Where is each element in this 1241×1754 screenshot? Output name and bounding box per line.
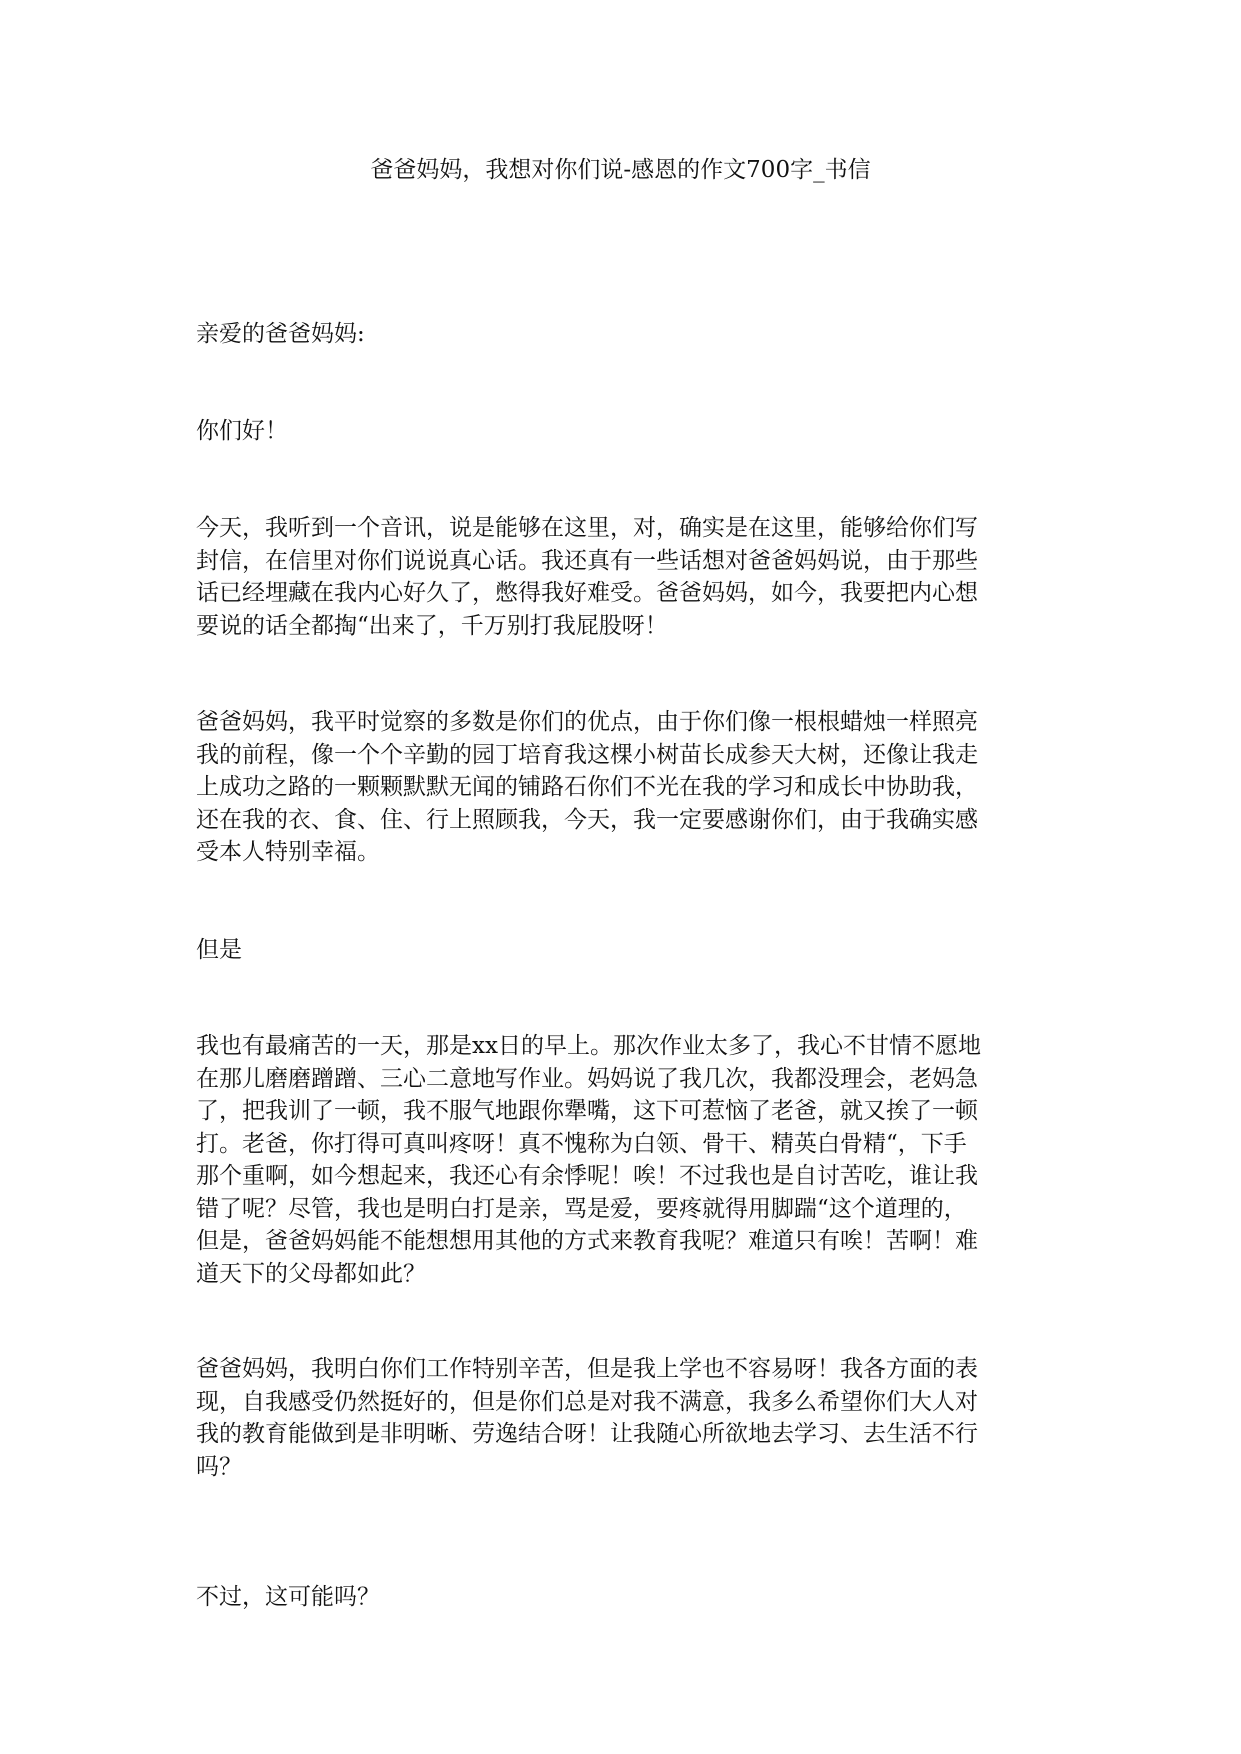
- salutation-line: 你们好！: [196, 418, 288, 444]
- paragraph-line: 我的前程，像一个个辛勤的园丁培育我这棵小树苗长成参天大树，还像让我走: [196, 741, 978, 768]
- paragraph-line: 我的教育能做到是非明晰、劳逸结合呀！让我随心所欲地去学习、去生活不行: [196, 1421, 978, 1447]
- paragraph-line: 上成功之路的一颗颗默默无闻的铺路石你们不光在我的学习和成长中协助我，: [196, 774, 978, 800]
- paragraph-line: 要说的话全都掏“出来了，千万别打我屁股呀！: [196, 612, 668, 639]
- paragraph-line: 道天下的父母都如此？: [196, 1260, 426, 1287]
- greeting-line: 亲爱的爸爸妈妈:: [196, 321, 365, 347]
- paragraph-line: 了，把我训了一顿，我不服气地跟你犟嘴，这下可惹恼了老爸，就又挨了一顿: [196, 1098, 978, 1124]
- paragraph-2: [196, 706, 1056, 869]
- paragraph-line: 但是，爸爸妈妈能不能想想用其他的方式来教育我呢？难道只有唉！苦啊！难: [196, 1228, 978, 1254]
- paragraph-line: 不过，这可能吗？: [196, 1584, 380, 1610]
- paragraph-line: 话已经埋藏在我内心好久了，憋得我好难受。爸爸妈妈，如今，我要把内心想: [196, 580, 978, 606]
- paragraph-line: 受本人特别幸福。: [196, 839, 380, 865]
- paragraph-line: 但是: [196, 937, 242, 963]
- paragraph-6: [196, 1581, 1056, 1614]
- paragraph-line: 我也有最痛苦的一天，那是xx日的早上。那次作业太多了，我心不甘情不愿地: [196, 1033, 981, 1059]
- paragraph-line: 在那儿磨磨蹭蹭、三心二意地写作业。妈妈说了我几次，我都没理会，老妈急: [196, 1065, 978, 1092]
- paragraph-line: 封信，在信里对你们说说真心话。我还真有一些话想对爸爸妈妈说，由于那些: [196, 547, 978, 574]
- document-title: 爸爸妈妈，我想对你们说-感恩的作文700字_书信: [370, 157, 871, 183]
- paragraph-3: [196, 934, 1056, 967]
- paragraph-1: [196, 512, 1056, 642]
- paragraph-line: 爸爸妈妈，我明白你们工作特别辛苦，但是我上学也不容易呀！我各方面的表: [196, 1356, 978, 1382]
- paragraph-5: [196, 1353, 1056, 1483]
- paragraph-line: 现，自我感受仍然挺好的，但是你们总是对我不满意，我多么希望你们大人对: [196, 1388, 978, 1415]
- paragraph-line: 那个重啊，如今想起来，我还心有余悸呢！唉！不过我也是自讨苦吃，谁让我: [196, 1163, 978, 1189]
- paragraph-line: 打。老爸，你打得可真叫疼呀！真不愧称为白领、骨干、精英白骨精“，下手: [196, 1130, 967, 1157]
- paragraph-line: 爸爸妈妈，我平时觉察的多数是你们的优点，由于你们像一根根蜡烛一样照亮: [196, 709, 978, 735]
- paragraph-line: 今天，我听到一个音讯，说是能够在这里，对，确实是在这里，能够给你们写: [196, 515, 978, 541]
- paragraph-4: [196, 1030, 1056, 1290]
- paragraph-line: 吗？: [196, 1453, 242, 1480]
- paragraph-line: 还在我的衣、食、住、行上照顾我，今天，我一定要感谢你们，由于我确实感: [196, 806, 978, 833]
- paragraph-line: 错了呢？尽管，我也是明白打是亲，骂是爱，要疼就得用脚踹“这个道理的，: [196, 1195, 967, 1222]
